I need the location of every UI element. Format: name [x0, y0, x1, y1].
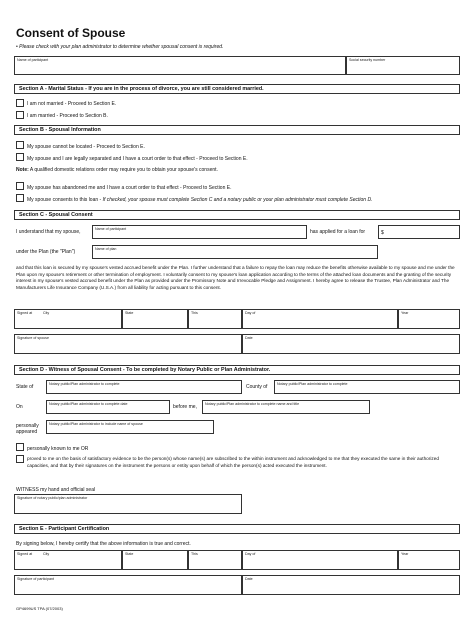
personally-appeared-text: personally appeared — [16, 423, 39, 435]
legally-separated-label: My spouse and I are legally separated and I have a court order to that effect - Proceed to Section E. — [27, 156, 248, 162]
participant-signed-state[interactable]: State — [122, 550, 188, 570]
notary-spouse-name-input[interactable]: Notary public/Plan administrator to include name of spouse — [46, 420, 214, 434]
ssn-field[interactable]: Social security number — [346, 56, 460, 75]
abandoned-label: My spouse has abandoned me and I have a court order to that effect - Proceed to Section E. — [27, 185, 232, 191]
form-footer-code: GP4699US TPA (07/2003) — [16, 606, 63, 611]
spouse-consents-label: My spouse consents to this loan - If checked, your spouse must complete Section C and a notary public or your plan administrator must complete Section D. — [27, 197, 373, 203]
participant-signed-city[interactable]: Signed at City — [14, 550, 122, 570]
spouse-signed-city[interactable]: Signed at City — [14, 309, 122, 329]
spouse-not-located-label: My spouse cannot be located - Proceed to Section E. — [27, 144, 145, 150]
before-me-text: before me, — [173, 404, 197, 410]
section-d-heading: Section D - Witness of Spousal Consent - To be completed by Notary Public or Plan Administrator. — [14, 365, 460, 375]
county-of-text: County of — [246, 384, 268, 390]
section-c-heading: Section C - Spousal Consent — [14, 210, 460, 220]
section-e-heading: Section E - Participant Certification — [14, 524, 460, 534]
not-married-checkbox[interactable] — [16, 99, 24, 107]
spouse-signature-date[interactable]: Date — [242, 334, 460, 354]
section-b-heading: Section B - Spousal Information — [14, 125, 460, 135]
notary-name-title-input[interactable]: Notary public/Plan administrator to complete name and title — [202, 400, 370, 414]
personally-known-checkbox[interactable] — [16, 443, 24, 451]
spouse-consents-checkbox[interactable] — [16, 194, 24, 202]
subtitle: • Please check with your plan administrator to determine whether spousal consent is required. — [16, 44, 224, 50]
certify-text: By signing below, I hereby certify that the above information is true and correct. — [16, 541, 191, 547]
abandoned-checkbox[interactable] — [16, 182, 24, 190]
spouse-signed-state[interactable]: State — [122, 309, 188, 329]
witness-text: WITNESS my hand and official seal — [16, 487, 96, 493]
note-text: A qualified domestic relations order may require you to obtain your spouse's consent. — [29, 167, 218, 173]
proved-evidence-checkbox[interactable] — [16, 455, 24, 463]
participant-signature-date[interactable]: Date — [242, 575, 460, 595]
married-label: I am married - Proceed to Section B. — [27, 113, 108, 119]
spouse-signed-day-of[interactable]: Day of — [242, 309, 398, 329]
understand-text: I understand that my spouse, — [16, 229, 81, 235]
notary-state-input[interactable]: Notary public/Plan administrator to complete — [46, 380, 242, 394]
loan-amount-input[interactable]: $ — [378, 225, 460, 239]
legally-separated-checkbox[interactable] — [16, 153, 24, 161]
participant-name-input[interactable]: Name of participant — [92, 225, 307, 239]
participant-signed-year[interactable]: Year — [398, 550, 460, 570]
section-a-heading: Section A - Marital Status - If you are in the process of divorce, you are still considered married. — [14, 84, 460, 94]
consent-paragraph: and that this loan is secured by my spouse's vested accrued benefit under the Plan. I further understand that a failure to repay the loan may reduce the benefits otherwise available to my spouse and me under the Plan upon my spouse's retirement or other termination of employment. I voluntarily consent to my spouse's loan application according to the terms of the attached loan documents and the granting of the security interest in my spouse's vested accrued benefit under the Plan as provided under the Promissory Note and Irrevocable Pledge and Assignment. I hereby agree to release the Trustee, Plan Administrator and The Manufacturers Life Insurance Company (U.S.A.) from all liability for acting pursuant to this consent. — [16, 265, 455, 290]
notary-date-input[interactable]: Notary public/Plan administrator to complete date — [46, 400, 170, 414]
applied-text: has applied for a loan for — [310, 229, 366, 235]
participant-name-field[interactable]: Name of participant — [14, 56, 346, 75]
plan-name-input[interactable]: Name of plan — [92, 245, 378, 259]
spouse-signed-year[interactable]: Year — [398, 309, 460, 329]
page-title: Consent of Spouse — [16, 26, 126, 40]
participant-signed-day-of[interactable]: Day of — [242, 550, 398, 570]
under-plan-text: under the Plan (the "Plan") — [16, 249, 76, 255]
not-married-label: I am not married - Proceed to Section E. — [27, 101, 117, 107]
married-checkbox[interactable] — [16, 111, 24, 119]
personally-known-label: personally known to me OR — [27, 446, 89, 452]
participant-signed-this[interactable]: This — [188, 550, 242, 570]
participant-signature-field[interactable]: Signature of participant — [14, 575, 242, 595]
note-label: Note: — [16, 167, 29, 173]
on-text: On — [16, 404, 23, 410]
spouse-signature-field[interactable]: Signature of spouse — [14, 334, 242, 354]
notary-signature-field[interactable]: Signature of notary public/plan administrator — [14, 494, 242, 514]
state-of-text: State of — [16, 384, 34, 390]
notary-county-input[interactable]: Notary public/Plan administrator to complete — [274, 380, 460, 394]
form-page — [14, 0, 460, 630]
note-line — [16, 167, 218, 173]
spouse-not-located-checkbox[interactable] — [16, 141, 24, 149]
spouse-signed-this[interactable]: This — [188, 309, 242, 329]
proved-evidence-text: proved to me on the basis of satisfactory evidence to be the person(s) whose name(s) are subscribed to the within instrument and acknowledged to me that they executed the same in their authorized capacities, and that by their signatures on the instrument the persons or entity upon behalf of which the person(s) acted executed the instrument. — [27, 456, 439, 468]
